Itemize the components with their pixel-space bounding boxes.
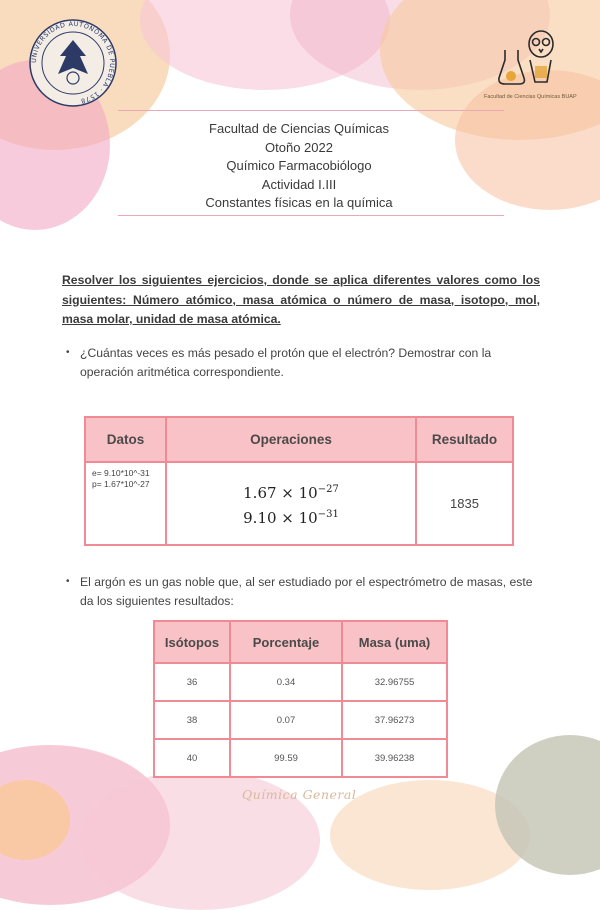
mass-cell: 39.96238 <box>342 739 447 777</box>
question-2 <box>66 573 544 610</box>
proton-electron-table <box>84 416 514 546</box>
instructions: Resolver los siguientes ejercicios, donde se aplica diferentes valores como los siguientes: Número atómico, masa atómica o número de masa, isotopo, mol, masa molar, unidad de masa atómica. <box>62 273 540 326</box>
question-1 <box>66 344 544 381</box>
header-bottom-rule <box>118 215 504 216</box>
header-operaciones: Operaciones <box>166 417 416 462</box>
footer-signature: Química General <box>242 787 357 802</box>
bullet-icon: • <box>66 576 70 587</box>
denominator: $9.10 \times 10^{-31}$ <box>243 508 339 527</box>
mass-cell: 37.96273 <box>342 701 447 739</box>
argon-isotopes-table <box>153 620 448 778</box>
percentage-cell: 0.34 <box>230 663 342 701</box>
table-row <box>154 739 447 777</box>
isotope-cell: 38 <box>154 701 230 739</box>
division-operation <box>243 479 339 529</box>
table-row <box>154 701 447 739</box>
header-isotopos: Isótopos <box>154 621 230 663</box>
result-value: 1835 <box>416 462 513 545</box>
numerator: $1.67 \times 10^{-27}$ <box>243 483 339 502</box>
percentage-cell: 99.59 <box>230 739 342 777</box>
question-2-text: El argón es un gas noble que, al ser estudiado por el espectrómetro de masas, este da los siguientes resultados: <box>80 575 533 608</box>
activity-number: Actividad I.III <box>261 176 337 192</box>
isotope-cell: 40 <box>154 739 230 777</box>
operation-cell <box>166 462 416 545</box>
electron-mass: e= 9.10*10^-31 <box>92 468 150 478</box>
faculty-name: Facultad de Ciencias Químicas <box>209 121 389 136</box>
datos-cell <box>85 462 166 545</box>
logo-caption: Facultad de Ciencias Químicas BUAP <box>484 94 577 100</box>
program-name: Químico Farmacobiólogo <box>226 158 372 173</box>
question-1-text: ¿Cuántas veces es más pesado el protón que el electrón? Demostrar con la operación aritmética correspondiente. <box>80 346 492 379</box>
header-top-rule <box>118 110 504 111</box>
table-row <box>154 663 447 701</box>
isotope-cell: 36 <box>154 663 230 701</box>
header-porcentaje: Porcentaje <box>230 621 342 663</box>
faculty-logo-icon <box>497 26 563 94</box>
university-seal-icon <box>28 18 118 108</box>
header-datos: Datos <box>85 417 166 462</box>
semester: Otoño 2022 <box>265 139 333 155</box>
activity-title: Constantes físicas en la química <box>205 195 393 210</box>
percentage-cell: 0.07 <box>230 701 342 739</box>
header-masa: Masa (uma) <box>342 621 447 663</box>
document-header <box>118 120 480 213</box>
proton-mass: p= 1.67*10^-27 <box>92 479 150 489</box>
header-resultado: Resultado <box>416 417 513 462</box>
mass-cell: 32.96755 <box>342 663 447 701</box>
bullet-icon: • <box>66 347 70 358</box>
seal-text: UNIVERSIDAD AUTÓNOMA DE PUEBLA · 1578 <box>29 19 117 106</box>
